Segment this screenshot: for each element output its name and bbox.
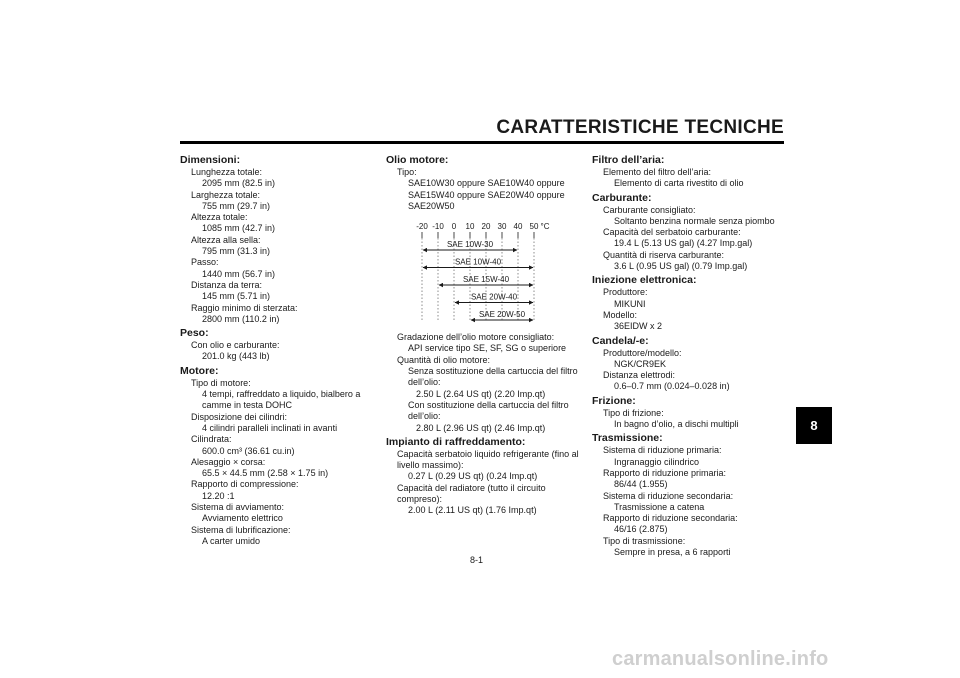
series-label: SAE 10W-30 xyxy=(446,240,494,250)
tick-label: 10 xyxy=(465,222,475,232)
unit-label: °C xyxy=(540,222,550,232)
spec-value: 2.50 L (2.64 US qt) (2.20 Imp.qt) xyxy=(416,388,546,399)
spec-value: 600.0 cm³ (36.61 cu.in) xyxy=(202,445,295,456)
spec-label: Gradazione dell’olio motore consigliato: xyxy=(397,332,555,343)
heading-peso: Peso: xyxy=(180,327,209,340)
spec-label: Sistema di riduzione primaria: xyxy=(603,445,722,456)
spec-label: dell’olio: xyxy=(408,411,441,422)
spec-label: livello massimo): xyxy=(397,460,464,471)
spec-value: Avviamento elettrico xyxy=(202,513,283,524)
spec-label: Sistema di lubrificazione: xyxy=(191,524,291,535)
spec-value: A carter umido xyxy=(202,535,261,546)
series-label: SAE 10W-40 xyxy=(454,257,502,267)
spec-value: SAE20W50 xyxy=(408,200,455,211)
spec-label: Modello: xyxy=(603,309,638,320)
spec-value: 795 mm (31.3 in) xyxy=(202,246,271,257)
spec-value: 46/16 (2.875) xyxy=(614,524,668,535)
tick-label: -10 xyxy=(432,222,444,232)
spec-value: 86/44 (1.955) xyxy=(614,479,668,490)
page-number: 8-1 xyxy=(470,555,484,565)
spec-value: 2.80 L (2.96 US qt) (2.46 Imp.qt) xyxy=(416,422,546,433)
spec-value: 12.20 :1 xyxy=(202,490,235,501)
chapter-tab: 8 xyxy=(796,407,832,444)
spec-value: Soltanto benzina normale senza piombo xyxy=(614,215,775,226)
heading-dimensioni: Dimensioni: xyxy=(180,154,241,166)
spec-label: Raggio minimo di sterzata: xyxy=(191,302,298,313)
spec-label: Altezza totale: xyxy=(191,212,248,223)
spec-label: Lunghezza totale: xyxy=(191,167,263,177)
spec-label: Disposizione dei cilindri: xyxy=(191,411,288,422)
series-label: SAE 15W-40 xyxy=(462,275,510,285)
spec-label: Rapporto di riduzione primaria: xyxy=(603,467,727,478)
spec-value: 2800 mm (110.2 in) xyxy=(202,313,280,324)
tick-label: 50 xyxy=(529,222,539,232)
spec-value: Trasmissione a catena xyxy=(614,501,705,512)
spec-label: Senza sostituzione della cartuccia del filtro xyxy=(408,366,578,377)
spec-value: NGK/CR9EK xyxy=(614,358,667,369)
spec-value: Elemento di carta rivestito di olio xyxy=(614,178,744,189)
spec-value: camme in testa DOHC xyxy=(202,400,293,411)
spec-label: Tipo di frizione: xyxy=(603,407,664,418)
heading-candela: Candela/-e: xyxy=(592,334,649,347)
spec-label: Quantità di riserva carburante: xyxy=(603,249,725,260)
spec-label: Altezza alla sella: xyxy=(191,234,261,245)
spec-value: 1440 mm (56.7 in) xyxy=(202,268,276,279)
spec-value: In bagno d’olio, a dischi multipli xyxy=(614,419,739,430)
spec-label: Capacità del serbatoio carburante: xyxy=(603,227,741,238)
spec-value: 4 tempi, raffreddato a liquido, bialbero a xyxy=(202,389,361,400)
spec-value: 201.0 kg (443 lb) xyxy=(202,351,270,362)
spec-value: 2.00 L (2.11 US qt) (1.76 Imp.qt) xyxy=(408,505,537,516)
spec-label: compreso): xyxy=(397,494,443,505)
heading-filtro-aria: Filtro dell’aria: xyxy=(592,154,665,166)
column-middle xyxy=(386,152,582,517)
spec-label: Rapporto di riduzione secondaria: xyxy=(603,513,738,524)
spec-label: Tipo: xyxy=(397,167,417,177)
spec-value: SAE15W40 oppure SAE20W40 oppure xyxy=(408,189,565,200)
spec-value: SAE10W30 oppure SAE10W40 oppure xyxy=(408,178,565,189)
heading-olio-motore: Olio motore: xyxy=(386,154,449,166)
spec-label: Produttore/modello: xyxy=(603,347,682,358)
heading-raffreddamento: Impianto di raffreddamento: xyxy=(386,435,526,448)
spec-value: 145 mm (5.71 in) xyxy=(202,291,271,302)
tick-label: 20 xyxy=(481,222,491,232)
spec-value: 3.6 L (0.95 US gal) (0.79 Imp.gal) xyxy=(614,261,748,272)
spec-value: 755 mm (29.7 in) xyxy=(202,200,271,211)
page-title: CARATTERISTICHE TECNICHE xyxy=(496,117,784,138)
spec-value: 0.27 L (0.29 US qt) (0.24 Imp.qt) xyxy=(408,471,538,482)
spec-label: Cilindrata: xyxy=(191,434,232,445)
spec-value: Sempre in presa, a 6 rapporti xyxy=(614,547,731,558)
column-left xyxy=(180,152,370,547)
spec-label: Distanza elettrodi: xyxy=(603,370,676,381)
tick-label: 30 xyxy=(497,222,507,232)
spec-label: Rapporto di compressione: xyxy=(191,479,299,490)
spec-value: 65.5 × 44.5 mm (2.58 × 1.75 in) xyxy=(202,468,329,479)
spec-label: Sistema di avviamento: xyxy=(191,502,285,513)
spec-value: 36EIDW x 2 xyxy=(614,321,663,332)
spec-label: Con sostituzione della cartuccia del filtro xyxy=(408,399,569,410)
watermark: carmanualsonline.info xyxy=(612,648,829,670)
spec-label: Capacità del radiatore (tutto il circuito xyxy=(397,482,546,493)
spec-label: dell’olio: xyxy=(408,377,441,388)
heading-motore: Motore: xyxy=(180,364,219,377)
heading-iniezione: Iniezione elettronica: xyxy=(592,274,697,287)
spec-value: 19.4 L (5.13 US gal) (4.27 Imp.gal) xyxy=(614,238,753,249)
spec-label: Sistema di riduzione secondaria: xyxy=(603,490,734,501)
title-rule xyxy=(180,141,784,144)
series-label: SAE 20W-50 xyxy=(478,310,526,320)
oil-viscosity-chart xyxy=(386,218,582,328)
spec-value: 1085 mm (42.7 in) xyxy=(202,223,276,234)
spec-value: 4 cilindri paralleli inclinati in avanti xyxy=(202,422,338,433)
spec-value: 2095 mm (82.5 in) xyxy=(202,178,276,189)
spec-label: Passo: xyxy=(191,257,219,268)
spec-label: Elemento del filtro dell’aria: xyxy=(603,167,712,177)
tick-label: 0 xyxy=(451,222,457,232)
spec-label: Distanza da terra: xyxy=(191,279,263,290)
series-label: SAE 20W-40 xyxy=(470,292,518,302)
heading-frizione: Frizione: xyxy=(592,394,636,407)
spec-label: Quantità di olio motore: xyxy=(397,354,491,365)
tick-label: 40 xyxy=(513,222,523,232)
column-right xyxy=(592,152,788,558)
spec-value: 0.6–0.7 mm (0.024–0.028 in) xyxy=(614,381,730,392)
heading-trasmissione: Trasmissione: xyxy=(592,432,663,445)
spec-label: Tipo di motore: xyxy=(191,377,251,388)
spec-value: API service tipo SE, SF, SG o superiore xyxy=(408,343,567,354)
spec-value: Ingranaggio cilindrico xyxy=(614,456,700,467)
heading-carburante: Carburante: xyxy=(592,191,652,204)
tick-label: -20 xyxy=(416,222,428,232)
spec-label: Tipo di trasmissione: xyxy=(603,535,686,546)
spec-label: Alesaggio × corsa: xyxy=(191,456,266,467)
spec-label: Carburante consigliato: xyxy=(603,204,696,215)
spec-value: MIKUNI xyxy=(614,298,646,309)
spec-label: Capacità serbatoio liquido refrigerante (fino al xyxy=(397,448,579,459)
spec-label: Larghezza totale: xyxy=(191,189,261,200)
spec-label: Produttore: xyxy=(603,287,648,298)
spec-label: Con olio e carburante: xyxy=(191,340,280,351)
